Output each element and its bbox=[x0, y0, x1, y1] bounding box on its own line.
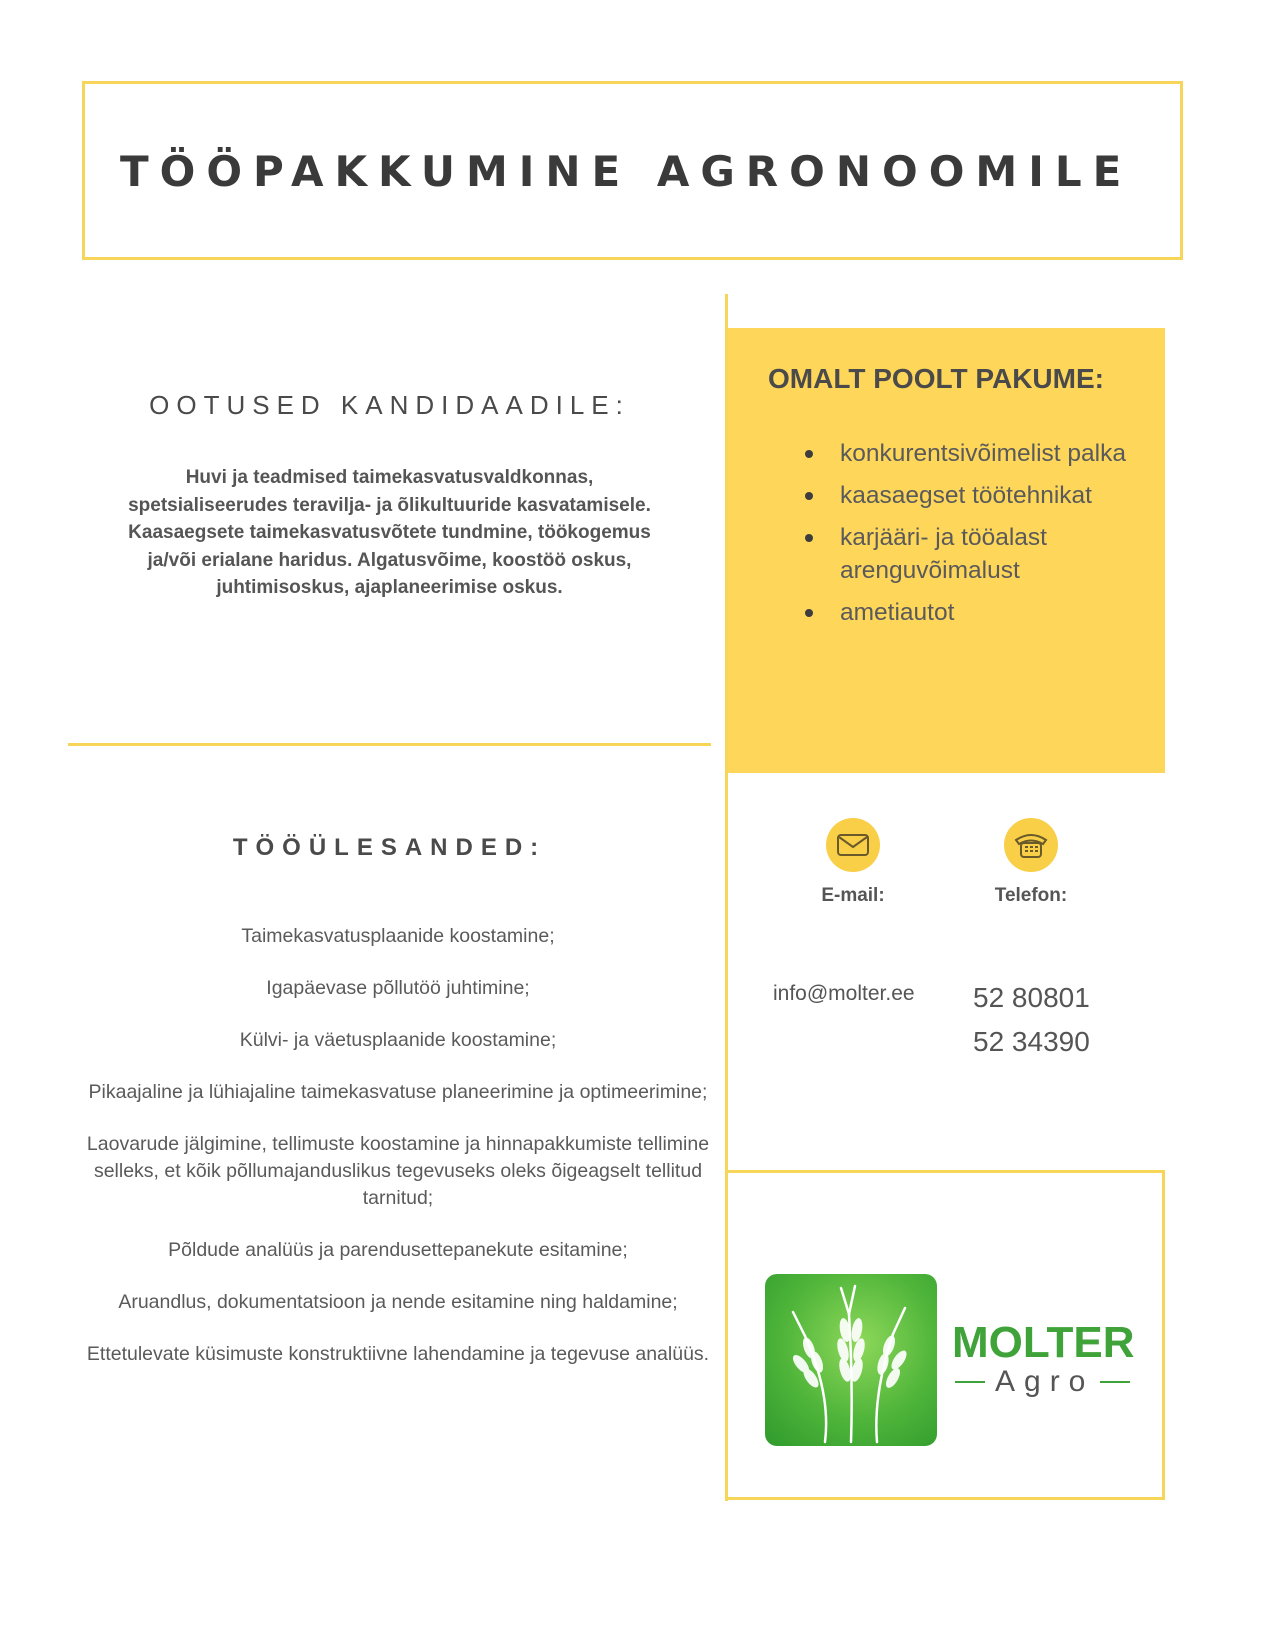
offer-heading: OMALT POOLT PAKUME: bbox=[768, 363, 1104, 394]
logo-subtitle bbox=[955, 1365, 1130, 1399]
offer-list bbox=[768, 437, 1148, 638]
requirements-text: Huvi ja teadmised taimekasvatusvaldkonnas, spetsialiseerudes teravilja- ja õlikultuuride kasvatamisele. Kaasaegsete taimekasvatusvõtete tundmine, töökogemus ja/või erialane haridus. Algatusvõime, koostöö oskus, juhtimisoskus, ajaplaneerimise oskus. bbox=[128, 467, 651, 598]
logo-line bbox=[955, 1381, 985, 1383]
offer-item-text: ametiautot bbox=[840, 599, 955, 626]
task-item: Ettetulevate küsimuste konstruktiivne lahendamine ja tegevuse analüüs. bbox=[86, 1343, 710, 1365]
task-item: Igapäevase põllutöö juhtimine; bbox=[266, 977, 530, 999]
bullet-icon bbox=[805, 534, 813, 542]
wheat-logo-icon bbox=[765, 1274, 937, 1446]
offer-item bbox=[768, 521, 1148, 587]
task-item: Külvi- ja väetusplaanide koostamine; bbox=[239, 1029, 557, 1051]
task-item: Laovarude jälgimine, tellimuste koostamine ja hinnapakkumiste tellimine selleks, et kõik põllumajanduslikus tegevuseks oleks õigeagselt tellitud tarnitud; bbox=[86, 1133, 710, 1209]
logo-line bbox=[1100, 1381, 1130, 1383]
email-label: E-mail: bbox=[821, 885, 885, 906]
offer-item-text: konkurentsivõimelist palka bbox=[840, 440, 1126, 467]
task-item: Taimekasvatusplaanide koostamine; bbox=[241, 925, 555, 947]
task-item: Põldude analüüs ja parendusettepanekute esitamine; bbox=[168, 1239, 628, 1261]
envelope-icon bbox=[826, 818, 880, 872]
page-title: TÖÖPAKKUMINE AGRONOOMILE bbox=[120, 147, 1133, 196]
email-link[interactable]: info@molter.ee bbox=[773, 982, 915, 1005]
task-item: Pikaajaline ja lühiajaline taimekasvatuse planeerimine ja optimeerimine; bbox=[88, 1081, 708, 1103]
tasks-heading: TÖÖÜLESANDED: bbox=[232, 834, 547, 861]
logo-subtitle-text: Agro bbox=[995, 1365, 1095, 1398]
tasks-list bbox=[68, 923, 728, 1393]
offer-item-text: karjääri- ja tööalast arenguvõimalust bbox=[840, 524, 1047, 584]
bullet-icon bbox=[805, 450, 813, 458]
phone-number[interactable]: 52 34390 bbox=[973, 1026, 1090, 1057]
telephone-icon bbox=[1004, 818, 1058, 872]
requirements-heading: OOTUSED KANDIDAADILE: bbox=[149, 390, 630, 420]
offer-item bbox=[768, 479, 1148, 512]
phone-number[interactable]: 52 80801 bbox=[973, 982, 1090, 1013]
offer-item bbox=[768, 437, 1148, 470]
offer-item bbox=[768, 596, 1148, 629]
task-item: Aruandlus, dokumentatsioon ja nende esitamine ning haldamine; bbox=[118, 1291, 678, 1313]
bullet-icon bbox=[805, 492, 813, 500]
logo-name: MOLTER bbox=[952, 1318, 1135, 1367]
bullet-icon bbox=[805, 609, 813, 617]
horizontal-divider bbox=[68, 743, 711, 746]
phone-label: Telefon: bbox=[994, 885, 1068, 906]
offer-item-text: kaasaegset töötehnikat bbox=[840, 482, 1092, 509]
